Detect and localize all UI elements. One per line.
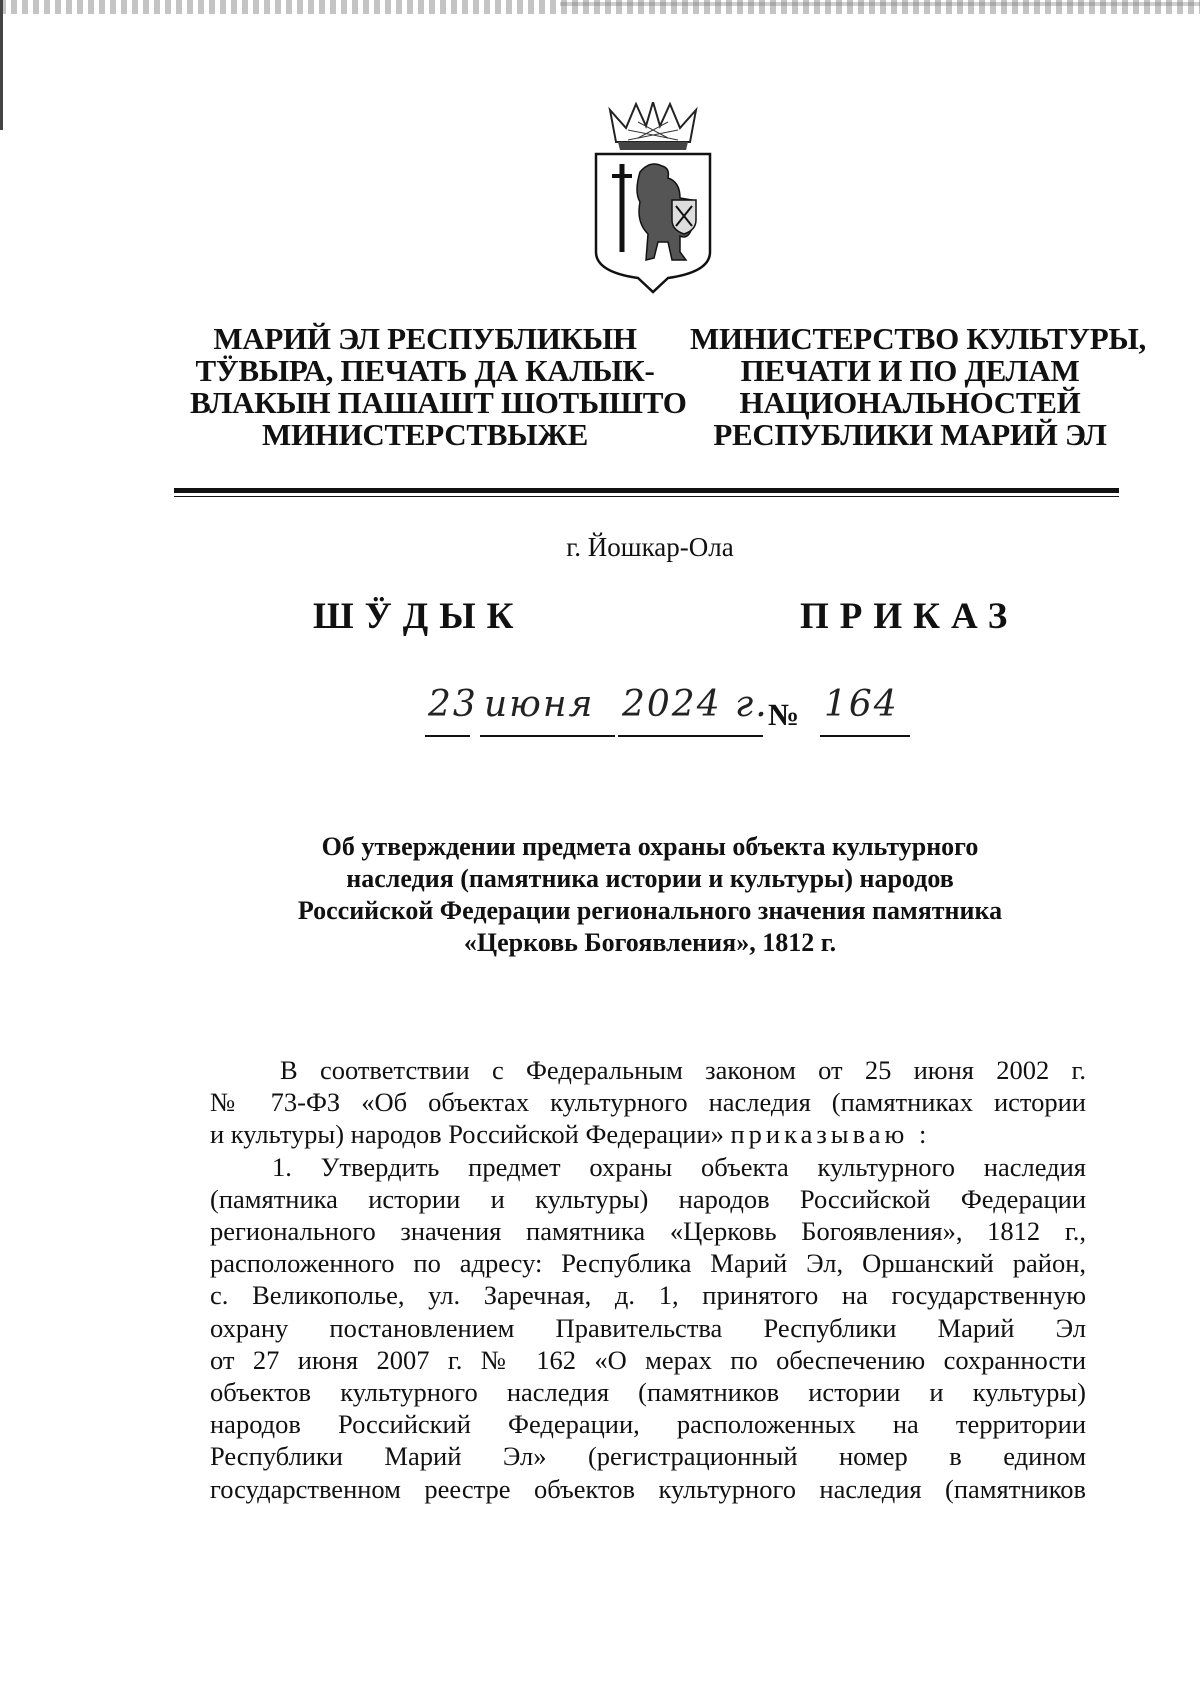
subject-line: Российской Федерации регионального значения памятника	[297, 896, 1003, 925]
date-day-underline	[425, 735, 470, 737]
header-mari-line: ВЛАКЫН ПАШАШТ ШОТЫШТО	[190, 385, 687, 420]
body-line: (памятника истории и культуры) народов Российской Федерации	[210, 1183, 1086, 1214]
subject-line: наследия (памятника истории и культуры) народов	[346, 864, 954, 893]
header-russian	[690, 321, 1146, 452]
doc-type-mari: ШӰДЫК	[313, 596, 525, 637]
header-divider-thin	[174, 496, 1119, 497]
date-year-underline	[618, 735, 763, 737]
subject-line: «Церковь Богоявления», 1812 г.	[463, 928, 837, 957]
body-line: Республики Марий Эл» (регистрационный номер в едином	[210, 1441, 1086, 1472]
date-month-underline	[480, 735, 615, 737]
body-line: государственном реестре объектов культурного наследия (памятников	[210, 1473, 1086, 1504]
header-mari-line: МАРИЙ ЭЛ РЕСПУБЛИКЫН	[213, 321, 637, 356]
order-subject	[230, 831, 1070, 959]
body-line: 1. Утвердить предмет охраны объекта культурного наследия	[272, 1151, 1086, 1182]
number-sign: №	[768, 697, 800, 732]
order-body	[210, 1054, 1086, 1505]
header-mari-line: ТӰВЫРА, ПЕЧАТЬ ДА КАЛЫК-	[195, 353, 655, 388]
header-russian-line: МИНИСТЕРСТВО КУЛЬТУРЫ,	[690, 321, 1146, 356]
subject-line: Об утверждении предмета охраны объекта культурного	[321, 832, 979, 861]
number-underline	[820, 735, 910, 737]
header-mari-line: МИНИСТЕРСТВЫЖЕ	[262, 417, 588, 452]
city-name: г. Йошкар-Ола	[566, 532, 734, 562]
coat-of-arms-icon	[588, 102, 718, 296]
header-russian-line: РЕСПУБЛИКИ МАРИЙ ЭЛ	[713, 417, 1107, 452]
body-line: расположенного по адресу: Республика Марий Эл, Оршанский район,	[210, 1248, 1086, 1279]
scan-noise-top-right	[560, 2, 1200, 6]
doc-type-russian: ПРИКАЗ	[800, 596, 1019, 637]
order-word: приказываю :	[730, 1119, 931, 1150]
scan-edge-left	[0, 0, 3, 130]
order-number: 164	[824, 684, 899, 725]
body-line: охрану постановлением Правительства Республики Марий Эл	[210, 1312, 1086, 1343]
body-line-text: и культуры) народов Российской Федерации»	[210, 1119, 724, 1150]
body-line: объектов культурного наследия (памятников истории и культуры)	[210, 1377, 1086, 1408]
body-line: народов Российский Федерации, расположенных на территории	[210, 1409, 1086, 1440]
body-line	[210, 1118, 1086, 1150]
body-line: В соответствии с Федеральным законом от 25 июня 2002 г.	[280, 1055, 1086, 1085]
body-line: № 73-ФЗ «Об объектах культурного наследия (памятниках истории	[210, 1087, 1086, 1118]
date-year: 2024 г.	[622, 684, 769, 725]
header-russian-line: НАЦИОНАЛЬНОСТЕЙ	[739, 385, 1081, 420]
date-day: 23	[428, 684, 478, 725]
header-divider-thick	[174, 488, 1119, 493]
date-month: июня	[484, 684, 595, 725]
header-mari	[190, 321, 687, 452]
body-line: с. Великополье, ул. Заречная, д. 1, принятого на государственную	[210, 1280, 1086, 1311]
body-line: регионального значения памятника «Церковь Богоявления», 1812 г.,	[210, 1216, 1086, 1247]
header-russian-line: ПЕЧАТИ И ПО ДЕЛАМ	[740, 353, 1080, 388]
body-line: от 27 июня 2007 г. № 162 «О мерах по обеспечению сохранности	[210, 1344, 1086, 1375]
